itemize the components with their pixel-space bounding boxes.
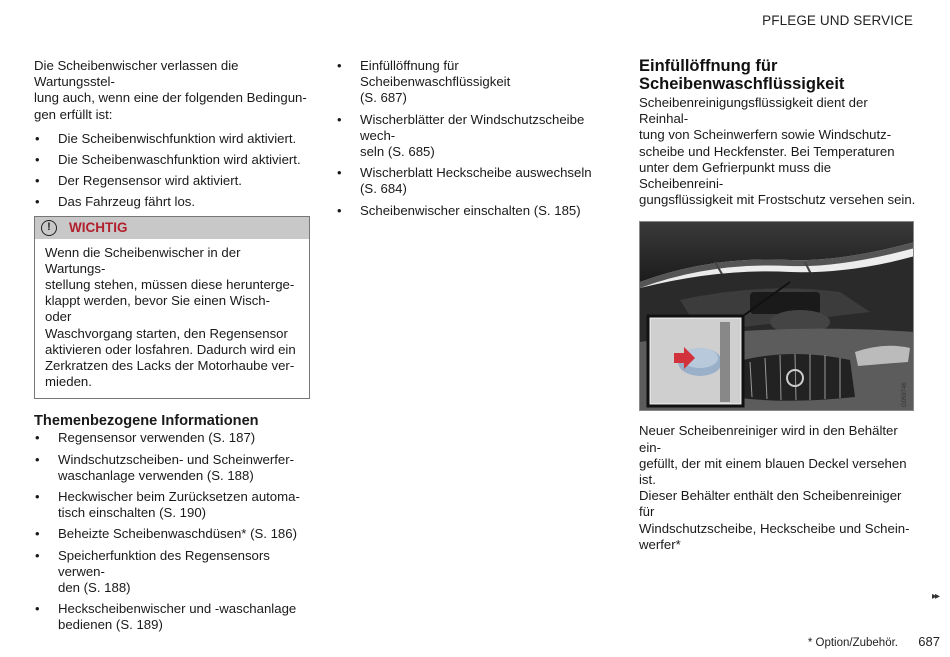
section-paragraph: Scheibenreinigungsflüssigkeit dient der Reinhal- tung von Scheinwerfern sowie Windschutz- scheibe und Heckfenster. Bei Temperaturen unter dem Gefrierpunkt muss die Scheibenreini- gungsflüssigkeit mit Frostschutz versehen sein. bbox=[639, 95, 916, 208]
page-number: 687 bbox=[918, 634, 940, 649]
list-item: • Das Fahrzeug fährt los. bbox=[34, 194, 310, 210]
warning-box bbox=[34, 216, 310, 400]
column-right bbox=[639, 58, 917, 553]
related-link[interactable]: • Wischerblätter der Windschutzscheibe wech- seln (S. 685) bbox=[336, 112, 612, 161]
related-link[interactable]: • Windschutzscheiben- und Scheinwerfer- waschanlage verwenden (S. 188) bbox=[34, 452, 310, 484]
warning-title: WICHTIG bbox=[69, 219, 128, 235]
warning-header bbox=[35, 217, 309, 239]
list-item: • Die Scheibenwischfunktion wird aktiviert. bbox=[34, 131, 310, 147]
related-info-list bbox=[34, 430, 310, 633]
running-header: PFLEGE UND SERVICE bbox=[762, 13, 913, 28]
warning-text: Wenn die Scheibenwischer in der Wartungs- stellung stehen, müssen diese herunterge- klappt werden, bevor Sie einen Wisch- oder Waschvorgang starten, den Regensensor aktivieren oder losfahren. Dadurch wird ein Zerkratzen des Lacks der Motorhaube ver- mieden. bbox=[45, 244, 296, 390]
list-item: • Der Regensensor wird aktiviert. bbox=[34, 173, 310, 189]
photo-caption: Neuer Scheibenreiniger wird in den Behälter ein- gefüllt, der mit einem blauen Deckel versehen ist. Dieser Behälter enthält den Scheibenreiniger für Windschutzscheibe, Heckscheibe und Schein- werfer* bbox=[639, 423, 910, 552]
related-link[interactable]: • Regensensor verwenden (S. 187) bbox=[34, 430, 310, 446]
image-code: G059746 bbox=[902, 382, 908, 408]
column-left bbox=[34, 58, 310, 639]
related-info-heading: Themenbezogene Informationen bbox=[34, 413, 259, 430]
footnote: * Option/Zubehör. bbox=[807, 637, 898, 649]
related-link[interactable]: • Wischerblatt Heckscheibe auswechseln (S. 684) bbox=[336, 165, 612, 197]
intro-paragraph: Die Scheibenwischer verlassen die Wartungsstel- lung auch, wenn eine der folgenden Bedingun- gen erfüllt ist: bbox=[34, 58, 307, 122]
related-link[interactable]: • Einfüllöffnung für Scheibenwaschflüssigkeit (S. 687) bbox=[336, 58, 612, 107]
column-middle bbox=[336, 58, 612, 224]
related-link[interactable]: • Speicherfunktion des Regensensors verwen- den (S. 188) bbox=[34, 548, 310, 597]
list-item: • Die Scheibenwaschfunktion wird aktiviert. bbox=[34, 152, 310, 168]
related-link[interactable]: • Beheizte Scheibenwaschdüsen* (S. 186) bbox=[34, 526, 310, 542]
related-link[interactable]: • Heckscheibenwischer und -waschanlage bedienen (S. 189) bbox=[34, 601, 310, 633]
car-hood-illustration bbox=[640, 222, 914, 411]
double-right-arrow-icon: ▸▸ bbox=[931, 591, 938, 602]
section-heading: Einfüllöffnung für Scheibenwaschflüssigkeit bbox=[639, 57, 845, 93]
related-link[interactable]: • Scheibenwischer einschalten (S. 185) bbox=[336, 203, 612, 219]
related-link[interactable]: • Heckwischer beim Zurücksetzen automa- tisch einschalten (S. 190) bbox=[34, 489, 310, 521]
engine-bay-photo bbox=[639, 221, 914, 411]
exclamation-circle-icon: ! bbox=[41, 220, 57, 236]
related-info-list-continued bbox=[336, 58, 612, 219]
conditions-list bbox=[34, 131, 310, 211]
